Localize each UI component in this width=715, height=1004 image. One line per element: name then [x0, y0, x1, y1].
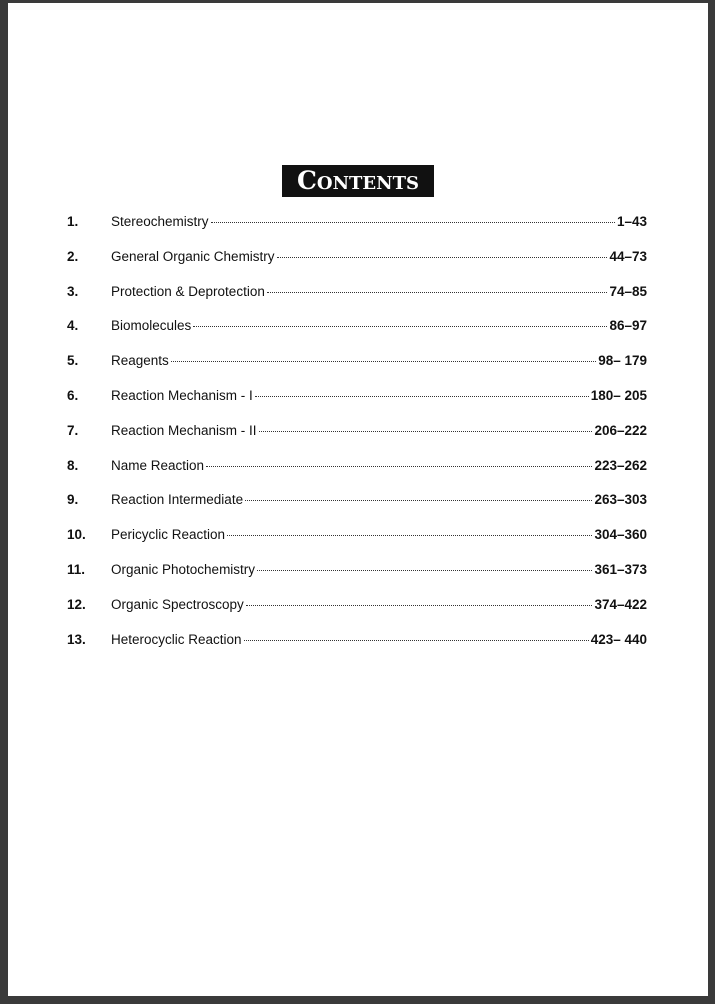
toc-entry-pages: 98– 179	[598, 353, 647, 369]
toc-entry-number: 3.	[67, 283, 79, 299]
toc-entry-number: 9.	[67, 492, 79, 508]
dot-leader	[193, 326, 607, 327]
toc-entry	[67, 249, 647, 284]
contents-heading: Contents	[282, 165, 434, 197]
toc-entry-pages: 263–303	[594, 492, 647, 508]
dot-leader	[255, 396, 589, 397]
toc-entry-number: 1.	[67, 214, 79, 229]
toc-entry	[67, 562, 647, 597]
toc-entry-title: Organic Photochemistry	[111, 561, 256, 577]
toc-entry-title: Reaction Mechanism - I	[111, 387, 253, 403]
toc-entry	[67, 632, 647, 667]
toc-entry-pages: 206–222	[594, 422, 647, 438]
dot-leader	[206, 466, 592, 467]
toc-entry-pages: 423– 440	[590, 631, 647, 647]
toc-entry-title: Reaction Intermediate	[111, 492, 244, 508]
toc-entry-title: Heterocyclic Reaction	[111, 631, 242, 647]
toc-entry-pages: 1–43	[616, 214, 647, 229]
toc-entry	[67, 353, 647, 388]
toc-entry	[67, 214, 647, 249]
toc-entry	[67, 284, 647, 319]
toc-entry-title: General Organic Chemistry	[111, 248, 275, 264]
toc-entry-pages: 223–262	[594, 457, 647, 473]
toc-entry	[67, 527, 647, 562]
dot-leader	[246, 605, 593, 606]
toc-entry-title: Biomolecules	[111, 318, 192, 334]
toc-entry-title: Name Reaction	[111, 457, 205, 473]
dot-leader	[245, 500, 592, 501]
toc-entry	[67, 388, 647, 423]
toc-entry-title: Reagents	[111, 353, 169, 369]
toc-entry-pages: 361–373	[594, 561, 647, 577]
toc-entry-number: 12.	[67, 596, 86, 612]
dot-leader	[227, 535, 592, 536]
dot-leader	[277, 257, 608, 258]
toc-entry-pages: 74–85	[609, 283, 647, 299]
toc-entry-title: Protection & Deprotection	[111, 283, 265, 299]
toc-entry-number: 10.	[67, 527, 86, 543]
toc-entry-number: 13.	[67, 631, 86, 647]
toc-entry	[67, 492, 647, 527]
toc-entry-title: Reaction Mechanism - II	[111, 422, 257, 438]
toc-entry-number: 5.	[67, 353, 79, 369]
dot-leader	[257, 570, 592, 571]
toc-entry-pages: 86–97	[609, 318, 647, 334]
dot-leader	[267, 292, 608, 293]
toc-entry-number: 4.	[67, 318, 79, 334]
document-page	[8, 3, 708, 996]
toc-entry-number: 8.	[67, 457, 79, 473]
dot-leader	[244, 640, 589, 641]
toc-entry-number: 7.	[67, 422, 79, 438]
toc-entry-pages: 374–422	[594, 596, 647, 612]
toc-entry-pages: 180– 205	[590, 387, 647, 403]
toc-entry-title: Pericyclic Reaction	[111, 527, 226, 543]
dot-leader	[211, 222, 615, 223]
toc-entry-pages: 304–360	[594, 527, 647, 543]
toc-entry	[67, 458, 647, 493]
toc-entry-number: 2.	[67, 248, 79, 264]
toc-entry-pages: 44–73	[609, 248, 647, 264]
table-of-contents	[67, 214, 647, 666]
toc-entry-number: 6.	[67, 387, 79, 403]
toc-entry	[67, 423, 647, 458]
dot-leader	[171, 361, 596, 362]
toc-entry	[67, 318, 647, 353]
toc-entry-title: Organic Spectroscopy	[111, 596, 244, 612]
toc-entry-title: Stereochemistry	[111, 214, 209, 229]
dot-leader	[259, 431, 593, 432]
toc-entry	[67, 597, 647, 632]
toc-entry-number: 11.	[67, 561, 86, 577]
